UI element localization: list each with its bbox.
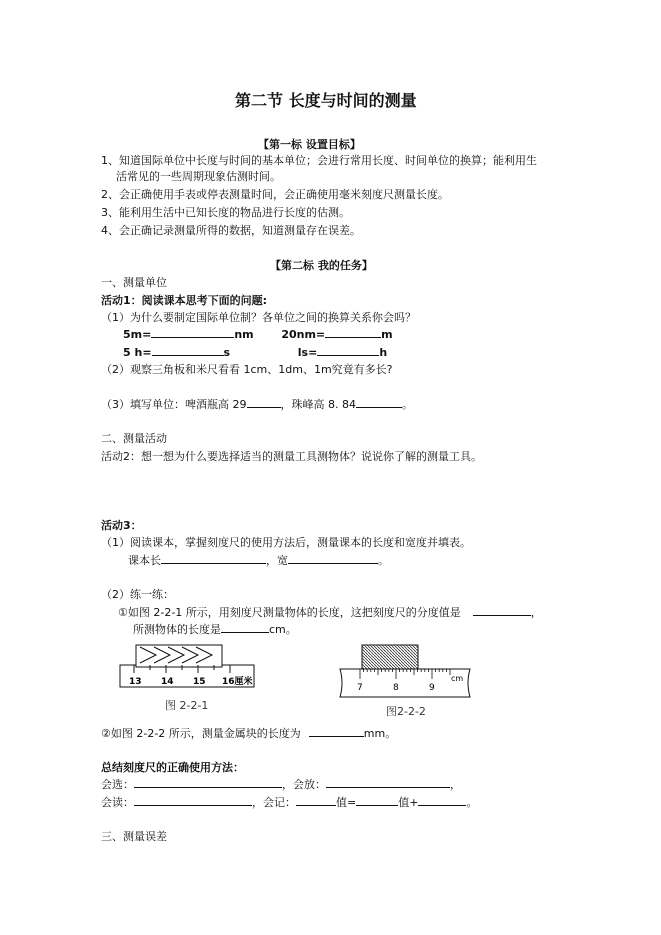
part2-title: 二、测量活动: [101, 432, 167, 445]
goal-line-2: 2、会正确使用手表或停表测量时间，会正确使用毫米刻度尺测量长度。: [101, 188, 449, 201]
goal-line-1: 1、知道国际单位中长度与时间的基本单位；会进行常用长度、时间单位的换算；能利用生: [101, 154, 537, 167]
summary-select-label: 会选：: [101, 778, 134, 791]
conversion-row-1: [123, 326, 393, 341]
summary-title: 总结刻度尺的正确使用方法：: [101, 761, 244, 774]
summary-record-label: ，会记：: [252, 796, 296, 809]
q3-beer-label: （3）填写单位：啤酒瓶高 29: [101, 398, 247, 411]
summary-record-blank-1[interactable]: [296, 794, 336, 806]
goal-line-3: 3、能利用生活中已知长度的物品进行长度的估测。: [101, 206, 350, 219]
fig1-tick-16: 16厘米: [222, 677, 253, 687]
goal-line-1-cont: 活常见的一些周期现象估测时间。: [116, 170, 281, 183]
conv-20nm-blank[interactable]: [325, 326, 381, 338]
fig2-tick-7: 7: [357, 683, 363, 693]
conv-5h-blank[interactable]: [152, 344, 224, 356]
figure-2-2-1: [118, 643, 258, 691]
ex1-unit: cm。: [269, 623, 297, 636]
ex2-text: ②如图 2-2-2 所示，测量金属块的长度为: [101, 727, 301, 740]
fig2-tick-8: 8: [393, 683, 399, 693]
activity3-q2: （2）练一练：: [101, 588, 174, 601]
ex1-comma: ，: [530, 606, 542, 619]
conv-1s-label: ls=: [297, 346, 318, 359]
summary-place-blank[interactable]: [326, 776, 450, 788]
summary-row1-end: ，: [450, 778, 461, 791]
section1-header: 【第一标 设置目标】: [258, 138, 361, 151]
activity3-q1: （1）阅读课本，掌握刻度尺的使用方法后，测量课本的长度和宽度并填表。: [101, 536, 471, 549]
goal-line-4: 4、会正确记录测量所得的数据，知道测量存在误差。: [101, 224, 361, 237]
book-width-label: ，宽: [266, 554, 288, 567]
summary-row-1: [101, 776, 461, 792]
activity2-text: 活动2：想一想为什么要选择适当的测量工具测物体？说说你了解的测量工具。: [101, 450, 482, 463]
summary-read-blank[interactable]: [134, 794, 252, 806]
conversion-row-2: [123, 344, 387, 359]
conv-5h-label: 5 h=: [123, 346, 152, 359]
conv-nm-unit: nm: [234, 328, 254, 341]
conv-5m-blank[interactable]: [151, 326, 234, 338]
conv-m-unit: m: [381, 328, 393, 341]
activity3-title: 活动3：: [101, 519, 142, 532]
ex2-unit: mm。: [363, 727, 397, 740]
ex1-length-blank[interactable]: [221, 621, 269, 633]
q3-peak-label: ，珠峰高 8. 84: [280, 398, 356, 411]
conv-5m-label: 5m=: [123, 328, 152, 341]
summary-row2-end: 。: [466, 796, 478, 809]
ex1-text: ①如图 2-2-1 所示，用刻度尺测量物体的长度，这把刻度尺的分度值是: [118, 606, 461, 619]
figure-2-2-1-caption: 图 2-2-1: [165, 699, 209, 712]
q3-end: 。: [402, 398, 413, 411]
ex1-length-label: 所测物体的长度是: [133, 623, 221, 636]
q3-beer-blank[interactable]: [247, 396, 281, 408]
activity2-prompt: [101, 448, 482, 464]
book-length-label: 课本长: [128, 554, 161, 567]
question-1: （1）为什么要制定国际单位制？各单位之间的换算关系你会吗？: [101, 311, 416, 324]
question-3: [101, 396, 413, 412]
page-title: 第二节 长度与时间的测量: [235, 91, 417, 110]
summary-row-2: [101, 794, 477, 810]
exercise-1-line2: [133, 621, 297, 637]
summary-val2-label: 值+: [398, 796, 419, 809]
exercise-2: [101, 725, 396, 741]
conv-20nm-label: 20nm=: [281, 328, 326, 341]
book-width-blank[interactable]: [288, 552, 378, 564]
figure-2-2-2-caption: 图2-2-2: [386, 705, 426, 718]
exercise-1-line1: [118, 604, 542, 620]
book-size-row: [128, 552, 389, 568]
q3-peak-blank[interactable]: [356, 396, 402, 408]
summary-record-blank-2[interactable]: [356, 794, 398, 806]
fig1-tick-14: 14: [161, 677, 174, 687]
summary-record-blank-3[interactable]: [418, 794, 466, 806]
summary-val1-label: 值=: [336, 796, 357, 809]
figure-2-2-2: [338, 643, 472, 701]
fig1-tick-15: 15: [193, 677, 206, 687]
summary-select-blank[interactable]: [134, 776, 282, 788]
ex2-length-blank[interactable]: [309, 725, 364, 737]
conv-h-unit: h: [379, 346, 388, 359]
fig2-unit-cm: cm: [451, 674, 464, 683]
question-2: （2）观察三角板和米尺看看 1cm、1dm、1m究竟有多长?: [101, 363, 393, 376]
activity1-prompt: 活动1：阅读课本思考下面的问题:: [101, 294, 268, 307]
book-length-blank[interactable]: [161, 552, 266, 564]
fig1-tick-13: 13: [129, 677, 142, 687]
part1-title: 一、测量单位: [101, 276, 167, 289]
conv-s-unit: s: [223, 346, 231, 359]
part3-title: 三、测量误差: [101, 830, 167, 843]
book-size-end: 。: [378, 554, 389, 567]
conv-1s-blank[interactable]: [317, 344, 379, 356]
section2-header: 【第二标 我的任务】: [270, 259, 373, 272]
summary-place-label: ，会放：: [282, 778, 326, 791]
summary-read-label: 会读：: [101, 796, 134, 809]
ex1-division-blank[interactable]: [473, 604, 531, 616]
fig2-tick-9: 9: [429, 683, 435, 693]
